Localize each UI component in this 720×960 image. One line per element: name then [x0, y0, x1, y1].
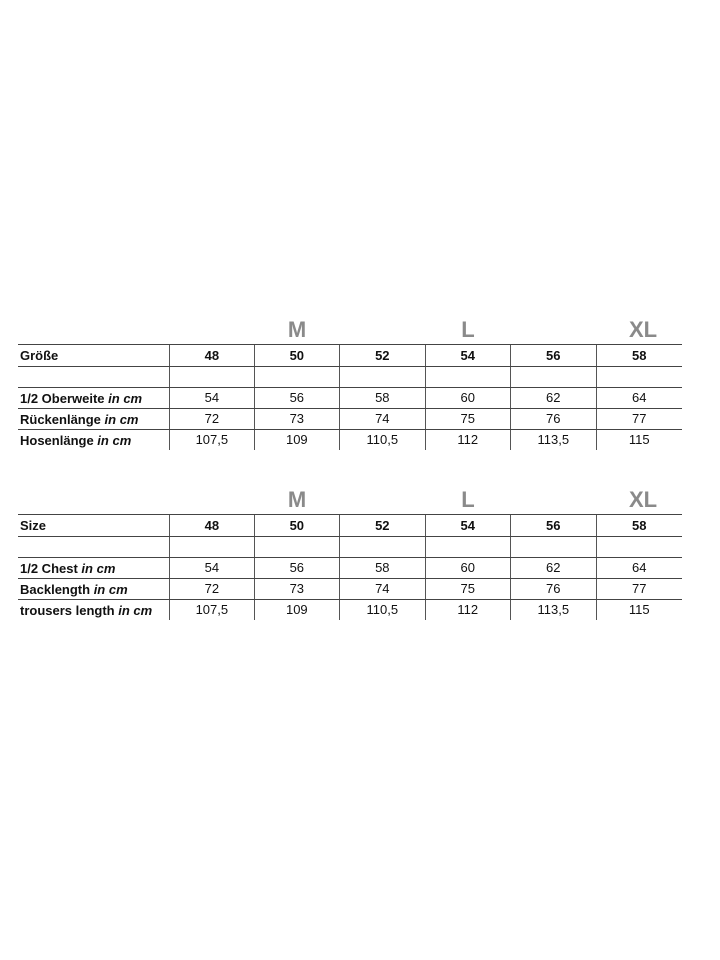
empty-cell — [597, 537, 682, 557]
value-cell: 77 — [632, 581, 647, 596]
row-label: 1/2 Oberweite in cm — [20, 390, 143, 406]
value-cell: 107,5 — [169, 600, 254, 620]
size-table-english — [18, 486, 682, 620]
header-label: Größe — [20, 348, 59, 363]
value-cell: 115 — [628, 602, 650, 617]
measurement-row-trousers — [18, 430, 682, 450]
header-row — [18, 344, 682, 367]
value-cell: 115 — [628, 432, 650, 447]
value-cell: 109 — [255, 600, 340, 620]
value-cell: 58 — [340, 388, 425, 408]
size-letter-l: L — [461, 487, 475, 512]
size-cell: 56 — [511, 345, 596, 366]
size-cell: 48 — [169, 345, 254, 366]
size-letters-row — [18, 486, 682, 514]
row-label: Hosenlänge in cm — [20, 432, 132, 448]
row-label: Backlength in cm — [20, 581, 128, 597]
value-cell: 72 — [169, 579, 254, 599]
measurement-row-chest — [18, 558, 682, 579]
value-cell: 56 — [255, 388, 340, 408]
value-cell: 74 — [340, 579, 425, 599]
empty-cell — [255, 537, 340, 557]
empty-cell — [511, 367, 596, 387]
empty-cell — [255, 367, 340, 387]
value-cell: 60 — [426, 558, 511, 578]
spacer-row — [18, 367, 682, 388]
header-row — [18, 514, 682, 537]
value-cell: 62 — [511, 388, 596, 408]
measurement-row-trousers — [18, 600, 682, 620]
value-cell: 109 — [255, 430, 340, 450]
value-cell: 75 — [426, 409, 511, 429]
size-cell: 58 — [632, 348, 647, 363]
value-cell: 113,5 — [511, 430, 596, 450]
value-cell: 112 — [426, 600, 511, 620]
size-letter-xl: XL — [628, 487, 658, 512]
measurement-row-back — [18, 409, 682, 430]
empty-cell — [597, 367, 682, 387]
empty-cell — [169, 367, 254, 387]
empty-cell — [511, 537, 596, 557]
size-letters-row — [18, 316, 682, 344]
measurement-row-back — [18, 579, 682, 600]
measurement-row-chest — [18, 388, 682, 409]
spacer-row — [18, 537, 682, 558]
value-cell: 76 — [511, 579, 596, 599]
empty-cell — [169, 537, 254, 557]
value-cell: 60 — [426, 388, 511, 408]
size-letter-xl: XL — [628, 317, 658, 342]
value-cell: 110,5 — [340, 430, 425, 450]
size-letter-l: L — [461, 317, 475, 342]
value-cell: 110,5 — [340, 600, 425, 620]
row-label: 1/2 Chest in cm — [20, 560, 116, 576]
size-cell: 52 — [340, 345, 425, 366]
value-cell: 76 — [511, 409, 596, 429]
value-cell: 74 — [340, 409, 425, 429]
value-cell: 75 — [426, 579, 511, 599]
value-cell: 112 — [426, 430, 511, 450]
size-cell: 48 — [169, 515, 254, 536]
value-cell: 72 — [169, 409, 254, 429]
value-cell: 62 — [511, 558, 596, 578]
value-cell: 64 — [632, 560, 647, 575]
size-cell: 56 — [511, 515, 596, 536]
size-letter-m: M — [287, 317, 307, 342]
empty-cell — [340, 367, 425, 387]
size-table-german — [18, 316, 682, 450]
size-cell: 54 — [426, 345, 511, 366]
value-cell: 58 — [340, 558, 425, 578]
value-cell: 54 — [169, 558, 254, 578]
size-cell: 52 — [340, 515, 425, 536]
size-cell: 54 — [426, 515, 511, 536]
row-label: Rückenlänge in cm — [20, 411, 139, 427]
header-label: Size — [20, 518, 47, 533]
value-cell: 73 — [255, 409, 340, 429]
size-letter-m: M — [287, 487, 307, 512]
empty-cell — [340, 537, 425, 557]
value-cell: 77 — [632, 411, 647, 426]
size-cell: 50 — [255, 345, 340, 366]
value-cell: 113,5 — [511, 600, 596, 620]
size-cell: 58 — [632, 518, 647, 533]
value-cell: 64 — [632, 390, 647, 405]
value-cell: 54 — [169, 388, 254, 408]
value-cell: 73 — [255, 579, 340, 599]
empty-cell — [426, 367, 511, 387]
value-cell: 56 — [255, 558, 340, 578]
value-cell: 107,5 — [169, 430, 254, 450]
row-label: trousers length in cm — [20, 602, 153, 618]
empty-cell — [426, 537, 511, 557]
size-cell: 50 — [255, 515, 340, 536]
